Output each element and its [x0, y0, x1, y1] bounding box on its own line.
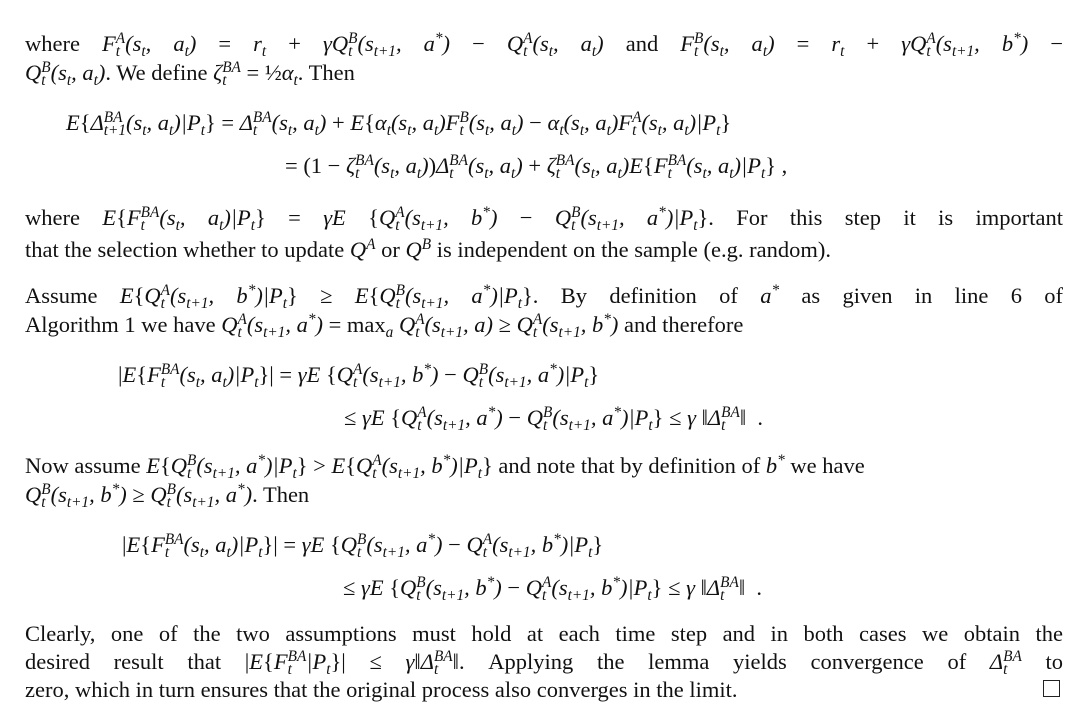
text-line-11: zero, which in turn ensures that the original process also converges in the limit. [25, 677, 738, 702]
text-line-1: where F A t ($s_t$, $a_t) = r_t + \gamma Q$ B t ($s_{t+1}$, a*) − Q A t ($s_t$, $a_t$) and F B t ($s_t$, $a_t) = r_t + \gamma Q$ A t ($s_{t+1}$, b*) − [25, 29, 1064, 61]
equation-line-4: ≤ γE {Q A t ($s_{t+1}$, a*) − Q B t ($s_{t+1}$, $a^*)|P_t\} \le \gamma$ ‖Δ BA t ‖ . [344, 403, 764, 435]
equation-line-3: |E{F BA t ($s_t$, $a_t)|P_t\}| = \gamma E$ {Q A t ($s_{t+1}$, b*) − Q B t ($s_{t+1}$, $a^*)|P_t$} [118, 360, 600, 392]
equation-line-2: = (1 − ζ BA t ($s_t$, $a_t))\Delta$ BA t ($s_t$, $a_t) + \zeta$ BA t ($s_t$, $a_t)E\{F$ BA t ($s_t$, $a_t)|P_t$} , [285, 152, 788, 183]
text-line-4: that the selection whether to update $Q^A$ or $Q^B$ is independent on the sample (e.g. random). [25, 235, 832, 262]
qed-square-icon [1043, 680, 1060, 697]
equation-line-1: E{Δ BA t+1 ($s_t$, $a_t)|P_t\} = \Delta$ BA t ($s_t$, $a_t) + E\{\alpha_t(s_t$, $a_t)F$ B t ($s_t$, $a_t) - \alpha_t(s_t$, $a_t)F$ A t ($s_t$, $a_t)|P_t$} [66, 109, 732, 140]
text-line-8: Q B t ($s_{t+1}$, b*) ≥ Q B t ($s_{t+1}$, a*). Then [25, 480, 310, 512]
equation-line-6: ≤ γE {Q B t ($s_{t+1}$, b*) − Q A t ($s_{t+1}$, $b^*)|P_t\} \le \gamma$ ‖Δ BA t ‖ . [343, 573, 763, 605]
text-line-6: Algorithm 1 we have Q A t ($s_{t+1}$, $a^*) = \max_a Q$ A t ($s_{t+1}$, a) ≥ Q A t ($s_{t+1}$, b*) and therefore [25, 310, 744, 342]
text-line-7: Now assume E{Q B t ($s_{t+1}$, $a^*)|P_t\} > E\{Q$ A t ($s_{t+1}$, $b^*)|P_t$} and note that by definition of b* we have [25, 451, 865, 483]
text-line-5: Assume E{Q A t ($s_{t+1}$, $b^*)|P_t\} \ge E\{Q$ B t ($s_{t+1}$, $a^*)|P_t$}. By definition of a* as given in line 6 of [25, 281, 1064, 313]
text-line-10: desired result that |E{F BA t $|P_t\}|$ ≤ γ‖Δ BA t ‖. Applying the lemma yields convergence of Δ BA t to [25, 648, 1063, 679]
text-line-9: Clearly, one of the two assumptions must hold at each time step and in both cases we obtain the [25, 621, 1063, 646]
equation-line-5: |E{F BA t ($s_t$, $a_t)|P_t\}| = \gamma E$ {Q B t ($s_{t+1}$, a*) − Q A t ($s_{t+1}$, $b^*)|P_t$} [122, 530, 604, 562]
text-line-2: Q B t ($s_t$, $a_t$). We define ζ BA t = $\frac{1}{2}\alpha_t$. Then [25, 59, 355, 90]
text-line-3: where E{F BA t ($s_t$, $a_t)|P_t\} = \gamma E$ {Q A t ($s_{t+1}$, b*) − Q B t ($s_{t+1}$, $a^*)|P_t$}. For this step it is important [25, 203, 1064, 235]
